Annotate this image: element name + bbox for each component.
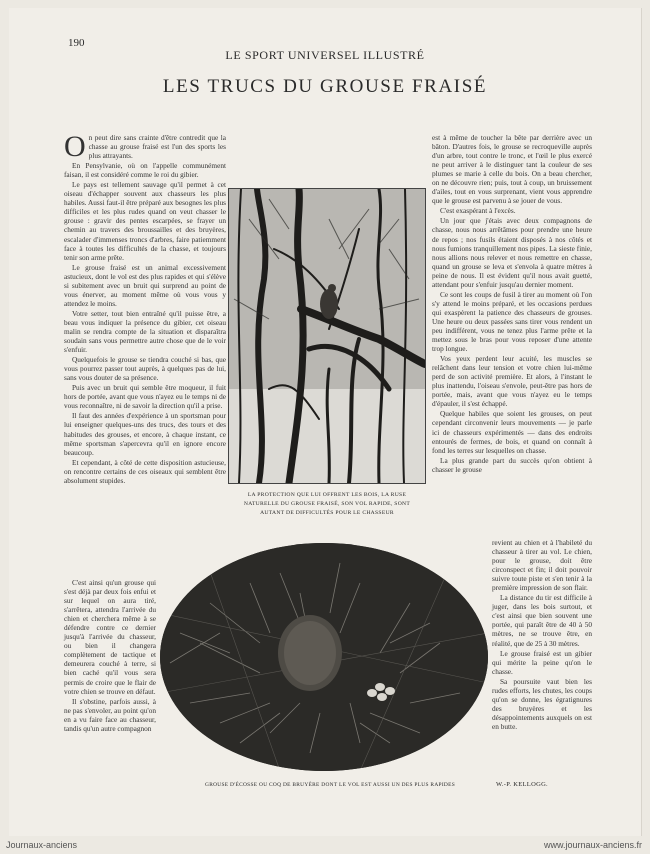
paragraph: Quelque habiles que soient les grouses, on peut cependant circonvenir leurs mouvements — je parle ici de chasseurs expérimentés — dans des endroits entourés de fermes, de bois, et quand on connaît à fond les terres sur lesquelles on chasse. <box>432 409 592 455</box>
paragraph: Il s'obstine, parfois aussi, à ne pas s'envoler, au point qu'on en a vu faire face au chasseur, tandis qu'un autre compagnon <box>64 696 156 733</box>
paragraph: est à même de toucher la bête par derrière avec un bâton. D'autres fois, le grouse se recroqueville auprès d'un arbre, tout contre le tronc, et l'œil le plus exercé ne peut arriver à le distinguer tant la couleur de ses plumes se marie à celle du bois. On a beau chercher, on ne découvre rien; puis, tout à coup, un bruissement d'ailes, tout en vous surprenant, vient vous apprendre que le grouse est parvenu à se jouer de vous. <box>432 133 592 206</box>
paragraph: On peut dire sans crainte d'être contredit que la chasse au grouse fraisé est l'un des sports les plus attrayants. <box>64 130 226 163</box>
paragraph: Le grouse fraisé est un animal excessivement astucieux, dont le vol est des plus rapides et qui s'élève si subitement avec un bruit qui surprend au point de vous énerver, au moment même où vous vous y attendez le moins. <box>64 262 226 308</box>
tree-illustration <box>229 189 425 483</box>
column-left <box>64 130 226 486</box>
paragraph: Quelquefois le grouse se tiendra couché si bas, que vous pourrez passer tout auprès, à quelques pas de lui, sans vous douter de sa présence. <box>64 355 226 383</box>
paragraph: C'est exaspérant à l'excès. <box>440 206 516 216</box>
photo-caption-bottom: GROUSE D'ÉCOSSE OU COQ DE BRUYÈRE DONT LE VOL EST AUSSI UN DES PLUS RAPIDES <box>205 782 455 788</box>
author-signature: W.-P. KELLOGG. <box>496 781 548 788</box>
running-head: LE SPORT UNIVERSEL ILLUSTRÉ <box>225 48 425 62</box>
paragraph: La plus grande part du succès qu'on obtient à chasser le grouse <box>432 455 592 474</box>
paragraph: Le pays est tellement sauvage qu'il permet à cet oiseau d'échapper souvent aux chasseurs les plus habiles. Aussi faut-il être préparé aux besognes les plus difficiles et les plus rudes quand on veut chasser le grouse : gravir des pentes escarpées, se frayer un chemin au travers des broussailles et des bruyères, escalader d'immenses troncs d'arbres, faire patiemment face à toutes les difficultés de la chasse, et toujours tenir son arme prête. <box>64 180 226 262</box>
paragraph: Votre setter, tout bien entraîné qu'il puisse être, a beau vous indiquer la présence du gibier, cet oiseau malin se rendra compte de la situation et disparaîtra soudain sans vous permettre autre chose que de le voir s'enfuir. <box>64 308 226 355</box>
footer-source-right: www.journaux-anciens.fr <box>543 840 642 850</box>
column-right-lower <box>492 538 592 732</box>
paragraph: Ce sont les coups de fusil à tirer au moment où l'on s'y attend le moins préparé, et les occasions perdues qui exaspèrent la patience des chasseurs de grouses. Une heure ou deux passées sans tirer vous rendent un peu indifférent, vous ne tenez plus l'arme prête et la mettez sous le bras pour vous reposer d'une attente trop longue. <box>432 289 592 354</box>
paragraph: C'est ainsi qu'un grouse qui s'est déjà par deux fois enfui et sur lequel on aura tiré, s'arrêtera, attendra l'arrivée du chien et cherchera même à se défendre contre ce dernier jusqu'à l'arrivée du chasseur, ou bien il changera complètement de tactique et demeurera couché à terre, si bien caché qu'il vous sera permis de croire que le flair de votre chien se trouve en défaut. <box>64 578 156 696</box>
drop-cap: O <box>64 130 86 163</box>
nest-illustration <box>160 543 488 771</box>
paragraph: Vos yeux perdent leur acuité, les muscles se relâchent dans leur tension et votre chien lui-même perd de son activité première. Et alors, à l'instant le plus inattendu, l'oiseau s'envole, peut-être pas hors de portée, mais, avant que vous n'ayez eu le temps d'épauler, il s'est échappé. <box>432 354 592 409</box>
paragraph: Sa poursuite vaut bien les rudes efforts, les chutes, les coups qu'on se donne, les égratignures des bruyères et les désappointements auxquels on est en butte. <box>492 676 592 731</box>
column-right <box>432 133 592 475</box>
paragraph: La distance du tir est difficile à juger, dans les bois surtout, et c'est ainsi que bien souvent une portée, qui paraît être de 40 à 50 mètres, ne se trouve être, en réalité, que de 25 à 30 mètres. <box>492 593 592 648</box>
photo-grouse-on-nest <box>160 543 488 771</box>
article-title: LES TRUCS DU GROUSE FRAISÉ <box>162 76 488 97</box>
footer-source-left: Journaux-anciens <box>6 840 78 850</box>
paragraph: Et cependant, à côté de cette disposition astucieuse, on rencontre certains de ces oiseaux qui semblent être absolument stupides. <box>64 457 226 485</box>
page-number: 190 <box>68 37 85 49</box>
paragraph: Puis avec un bruit qui semble être moqueur, il fuit hors de portée, avant que vous n'ayez eu le temps ni de vous reconnaître, ni de savoir la direction qu'il a prise. <box>64 383 226 411</box>
photo-grouse-in-tree <box>228 188 426 484</box>
paragraph: revient au chien et à l'habileté du chasseur à tirer au vol. Le chien, pour le grouse, doit être circonspect et fin; il doit pouvoir suivre toute piste et s'en tenir à la première impression de son flair. <box>492 538 592 593</box>
paragraph: En Pensylvanie, où on l'appelle communément faisan, il est considéré comme le roi du gibier. <box>64 161 226 180</box>
paragraph: Il faut des années d'expérience à un sportsman pour lui enseigner quelques-uns des trucs, des tours et des habitudes des grouses, et encore, à chaque instant, ce même sportsman s'apercevra qu'il en ignore encore beaucoup. <box>64 411 226 457</box>
paragraph: Le grouse fraisé est un gibier qui mérite la peine qu'on le chasse. <box>492 648 592 676</box>
column-left-lower <box>64 578 156 734</box>
paragraph: Un jour que j'étais avec deux compagnons de chasse, nous nous arrêtâmes pour prendre une heure de repos ; nos fusils étaient disposés à nos côtés et nous fumions tranquillement nos pipes. La sieste finie, nous allions nous relever et nous remettre en chasse, quand un grouse se leva et s'envola à quatre mètres à peine de nous. Il est évident qu'il nous avait guetté, attendant pour s'enfuir jusqu'au dernier moment. <box>432 216 592 289</box>
photo-caption-top: LA PROTECTION QUE LUI OFFRENT LES BOIS, LA RUSE NATURELLE DU GROUSE FRAISÉ, SON VOL RAPIDE, SONT AUTANT DE DIFFICULTÉS POUR LE CHASSEUR <box>243 492 411 516</box>
